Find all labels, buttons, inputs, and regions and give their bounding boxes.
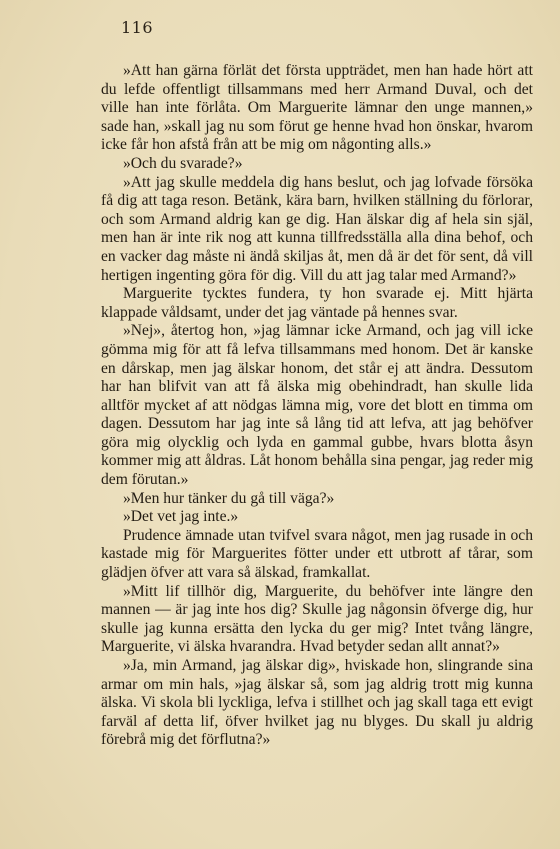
paragraph: »Att han gärna förlät det första uppträdet, men han hade hört att du lefde offentligt tillsammans med herr Armand Duval, och det ville han inte förlåta. Om Marguerite lämnar den unge mannen,» sade han, »skall jag nu som förut ge henne hvad hon önskar, hvarom icke får hon afstå från att be mig om någonting alls.» bbox=[101, 62, 533, 154]
page-number: 116 bbox=[121, 18, 154, 37]
paragraph: Prudence ämnade utan tvifvel svara något, men jag rusade in och kastade mig för Marguerites fötter under ett utbrott af tårar, som glädjen öfver att vara så älskad, framkallat. bbox=[101, 526, 533, 582]
paragraph: »Att jag skulle meddela dig hans beslut, och jag lofvade försöka få dig att taga reson. Betänk, kära barn, hvilken ställning du förlorar, och som Armand aldrig kan ge dig. Han älskar dig af hela sin själ, men han är inte rik nog att kunna tillfredsställa alla dina behof, och en vacker dag måste ni ändå skiljas åt, men då är det för sent, då vill hertigen ingenting göra för dig. Vill du att jag talar med Armand?» bbox=[101, 173, 533, 284]
paragraph: »Mitt lif tillhör dig, Marguerite, du behöfver inte längre den mannen — är jag inte hos dig? Skulle jag någonsin öfverge dig, hur skulle jag kunna ersätta den lycka du ger mig? Intet tvång längre, Marguerite, vi älska hvarandra. Hvad betyder sedan allt annat?» bbox=[101, 582, 533, 656]
paragraph: »Men hur tänker du gå till väga?» bbox=[123, 489, 335, 507]
body-text bbox=[101, 62, 533, 750]
paragraph: »Och du svarade?» bbox=[123, 154, 243, 172]
paragraph: »Ja, min Armand, jag älskar dig», hviskade hon, slingrande sina armar om min hals, »jag älskar så, som jag aldrig trott mig kunna älska. Vi skola bli lyckliga, lefva i stillhet och jag skall taga ett evigt farväl af detta lif, öfver hvilket jag nu blyges. Du skall ju aldrig förebrå mig det förflutna?» bbox=[101, 657, 533, 749]
paragraph: Marguerite tycktes fundera, ty hon svarade ej. Mitt hjärta klappade våldsamt, under det jag väntade på hennes svar. bbox=[101, 285, 533, 321]
paragraph: »Det vet jag inte.» bbox=[123, 508, 239, 526]
paragraph: »Nej», återtog hon, »jag lämnar icke Armand, och jag vill icke gömma mig för att få lefva tillsammans med honom. Det är kanske en dårskap, men jag älskar honom, det står ej att ändra. Dessutom har han blifvit van att få älska mig obehindradt, han skulle lida alltför mycket af att nödgas lämna mig, vore det blott en timma om dagen. Dessutom har jag inte så lång tid att lefva, att jag behöfver göra mig olycklig och lyda en gammal gubbe, hvars blotta åsyn kommer mig att åldras. Låt honom behålla sina pengar, jag reder mig dem förutan.» bbox=[101, 322, 533, 489]
